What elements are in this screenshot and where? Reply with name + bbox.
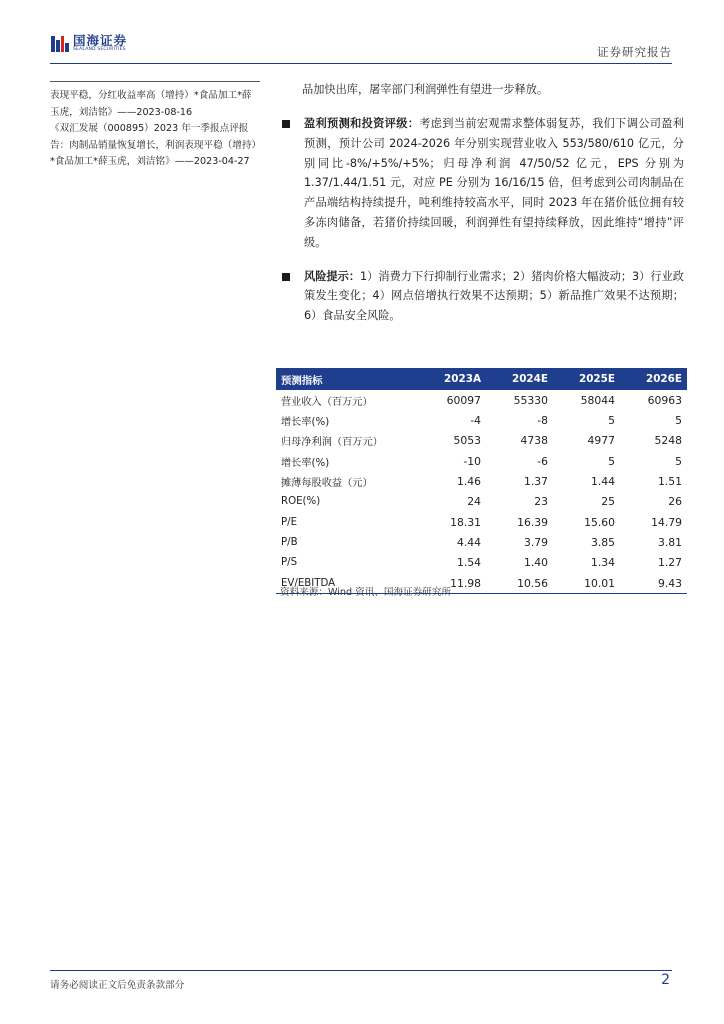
value-cell: 4977 xyxy=(587,434,615,448)
table-row xyxy=(276,553,687,573)
value-cell: 4738 xyxy=(520,434,548,448)
table-header-cell: 2025E xyxy=(553,368,620,390)
row-label-cell: 归母净利润（百万元） xyxy=(281,437,383,449)
value-cell: -8 xyxy=(537,414,548,428)
value-cell: 1.44 xyxy=(590,475,615,489)
table-row xyxy=(276,451,687,471)
value-cell: 10.56 xyxy=(486,573,553,594)
value-cell: -10 xyxy=(463,454,481,468)
value-cell: 60097 xyxy=(446,393,481,407)
value-cell: 60963 xyxy=(647,393,682,407)
value-cell: 11.98 xyxy=(419,573,486,594)
value-cell: 1.51 xyxy=(657,475,682,489)
value-cell: 5 xyxy=(608,454,615,468)
company-logo xyxy=(50,34,127,54)
row-label-cell: 增长率(%) xyxy=(281,417,330,429)
value-cell: 1.34 xyxy=(590,556,615,570)
table-row xyxy=(276,410,687,430)
value-cell: 1.46 xyxy=(456,475,481,489)
row-label-cell: P/S xyxy=(281,557,298,569)
logo-english-name: SEALAND SECURITIES xyxy=(73,47,126,52)
risk-paragraph xyxy=(282,267,684,326)
forecast-table xyxy=(276,368,687,594)
related-report-item: 《双汇发展（000895）2023 年一季报点评报告：肉制品销量恢复增长，利润表现平稳（增持）*食品加工*薛玉虎，刘洁铭》——2023-04-27 xyxy=(50,123,257,167)
bullet-square-icon xyxy=(282,273,290,281)
value-cell: 24 xyxy=(467,495,481,509)
table-row xyxy=(276,390,687,410)
related-reports xyxy=(50,81,260,171)
value-cell: 58044 xyxy=(580,393,615,407)
logo-chinese-name: 国海证券 xyxy=(73,33,128,48)
risk-text: 1）消费力下行抑制行业需求；2）猪肉价格大幅波动；3）行业政策发生变化；4）网点倍增执行效果不达预期；5）新品推广效果不达预期；6）食品安全风险。 xyxy=(304,269,684,323)
report-type-label: 证券研究报告 xyxy=(597,45,672,59)
value-cell: 1.37 xyxy=(523,475,548,489)
page-number: 2 xyxy=(661,972,670,988)
table-header-row xyxy=(276,368,687,390)
table-row xyxy=(276,431,687,451)
table-row xyxy=(276,471,687,491)
table-row xyxy=(276,492,687,512)
value-cell: 5 xyxy=(608,414,615,428)
bullet-square-icon xyxy=(282,120,290,128)
sealand-logo-icon xyxy=(50,34,70,54)
value-cell: 14.79 xyxy=(651,515,682,529)
value-cell: -6 xyxy=(537,454,548,468)
row-label-cell: ROE(%) xyxy=(281,496,321,508)
value-cell: 10.01 xyxy=(553,573,620,594)
risk-heading: 风险提示： xyxy=(304,269,361,283)
forecast-text: 考虑到当前宏观需求整体弱复苏，我们下调公司盈利预测，预计公司 2024-2026 年分别实现营业收入 553/580/610 亿元，分别同比-8%/+5%/+5%；归母净利润 47/50/52 亿元，EPS 分别为 1.37/1.44/1.51 元，对应 PE 分别为 16/16/15 倍，但考虑到公司肉制品在产品端结构持续提升，吨利维持较高水平，同时 2023 年在猪价低位拥有较多冻肉储备，若猪价持续回暖，利润弹性有望持续释放，因此维持“增持”评级。 xyxy=(304,117,684,249)
value-cell: 5053 xyxy=(453,434,481,448)
footer-disclaimer: 请务必阅读正文后免责条款部分 xyxy=(50,980,185,991)
related-report-item: 表现平稳，分红收益率高（增持）*食品加工*薛玉虎，刘洁铭》——2023-08-16 xyxy=(50,90,252,118)
value-cell: 4.44 xyxy=(456,536,481,550)
continuation-text: 品加快出库，屠宰部门利润弹性有望进一步释放。 xyxy=(302,83,549,96)
value-cell: 18.31 xyxy=(450,515,481,529)
table-header-cell: 预测指标 xyxy=(276,368,419,390)
row-label-cell: 摊薄每股收益（元） xyxy=(281,478,373,490)
table-header-cell: 2026E xyxy=(620,368,687,390)
value-cell: 5248 xyxy=(654,434,682,448)
value-cell: 23 xyxy=(534,495,548,509)
value-cell: 1.54 xyxy=(456,556,481,570)
value-cell: 15.60 xyxy=(584,515,615,529)
row-label-cell: 营业收入（百万元） xyxy=(281,396,373,408)
value-cell: 26 xyxy=(668,495,682,509)
row-label-cell: P/B xyxy=(281,537,298,549)
value-cell: 3.79 xyxy=(523,536,548,550)
value-cell: 5 xyxy=(675,414,682,428)
header-divider xyxy=(50,63,672,64)
value-cell: 25 xyxy=(601,495,615,509)
forecast-paragraph xyxy=(282,114,684,253)
value-cell: 1.40 xyxy=(523,556,548,570)
table-header-cell: 2023A xyxy=(419,368,486,390)
value-cell: 9.43 xyxy=(620,573,687,594)
forecast-heading: 盈利预测和投资评级： xyxy=(304,117,420,130)
value-cell: 3.81 xyxy=(657,536,682,550)
value-cell: 1.27 xyxy=(657,556,682,570)
footer-divider xyxy=(50,970,672,971)
row-label-cell: P/E xyxy=(281,516,298,528)
value-cell: 5 xyxy=(675,454,682,468)
value-cell: 55330 xyxy=(513,393,548,407)
table-source-note: 资料来源：Wind 资讯、国海证券研究所 xyxy=(280,587,452,598)
value-cell: 16.39 xyxy=(517,515,548,529)
table-row xyxy=(276,512,687,532)
row-label-cell: 增长率(%) xyxy=(281,457,330,469)
value-cell: 3.85 xyxy=(590,536,615,550)
row-label-cell: EV/EBITDA xyxy=(276,573,419,594)
table-header-cell: 2024E xyxy=(486,368,553,390)
main-content xyxy=(282,80,684,326)
table-row xyxy=(276,532,687,552)
value-cell: -4 xyxy=(470,414,481,428)
